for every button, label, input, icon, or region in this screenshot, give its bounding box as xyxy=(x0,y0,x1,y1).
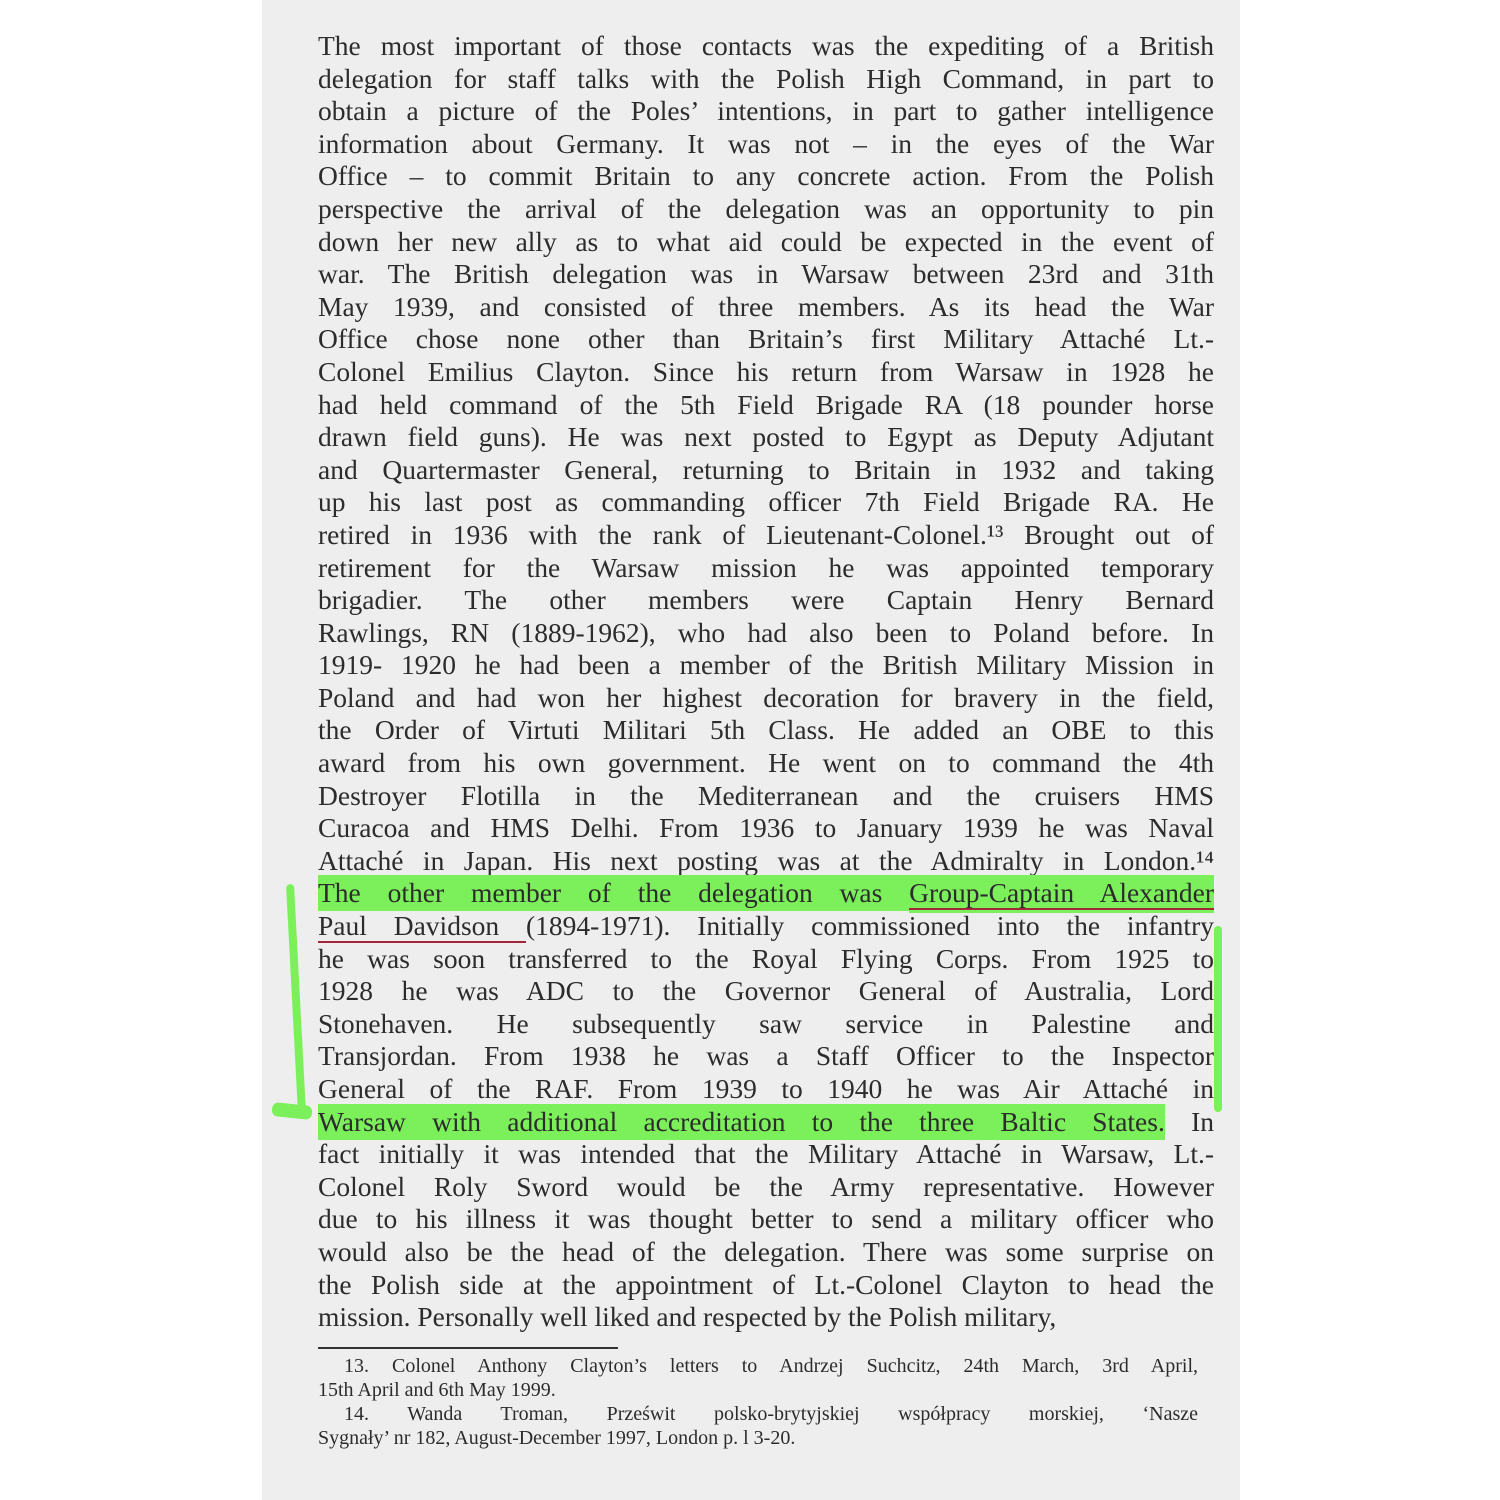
highlighted-line xyxy=(318,1106,1214,1139)
text-segment: In xyxy=(1164,1105,1214,1137)
text-line: had held command of the 5th Field Brigade RA (18 pounder horse xyxy=(318,388,1214,420)
footnote-divider xyxy=(318,1347,618,1349)
text-line: 1928 he was ADC to the Governor General of Australia, Lord xyxy=(318,975,1214,1007)
text-line: Office chose none other than Britain’s first Military Attaché Lt.- xyxy=(318,323,1214,355)
footnote-14 xyxy=(318,1402,1198,1450)
text-line: obtain a picture of the Poles’ intentions, in part to gather intelligence xyxy=(318,95,1214,127)
highlighted-line xyxy=(318,877,1214,910)
text-line: 1919- 1920 he had been a member of the British Military Mission in xyxy=(318,649,1214,681)
footnotes xyxy=(318,1354,1198,1450)
footnote-line: 14. Wanda Troman, Prześwit polsko-brytyjskiej współpracy morskiej, ‘Nasze xyxy=(344,1403,1198,1425)
highlighter-bracket-right xyxy=(1214,926,1222,1112)
text-line: Rawlings, RN (1889-1962), who had also been to Poland before. In xyxy=(318,616,1214,648)
text-line: the Polish side at the appointment of Lt.-Colonel Clayton to head the xyxy=(318,1268,1214,1300)
highlighted-line xyxy=(318,910,1214,943)
text-line: retirement for the Warsaw mission he was appointed temporary xyxy=(318,551,1214,583)
text-line: would also be the head of the delegation. There was some surprise on xyxy=(318,1235,1214,1267)
text-line: award from his own government. He went on to command the 4th xyxy=(318,747,1214,779)
text-line: mission. Personally well liked and respected by the Polish military, xyxy=(318,1301,1057,1333)
text-line: drawn field guns). He was next posted to Egypt as Deputy Adjutant xyxy=(318,421,1214,453)
text-line: and Quartermaster General, returning to Britain in 1932 and taking xyxy=(318,453,1214,485)
text-line: up his last post as commanding officer 7th Field Brigade RA. He xyxy=(318,486,1214,518)
text-line: due to his illness it was thought better to send a military officer who xyxy=(318,1203,1214,1235)
text-line: the Order of Virtuti Militari 5th Class. He added an OBE to this xyxy=(318,714,1214,746)
text-line: he was soon transferred to the Royal Flying Corps. From 1925 to xyxy=(318,942,1214,974)
text-line: Curacoa and HMS Delhi. From 1936 to January 1939 he was Naval xyxy=(318,812,1214,844)
footnote-line: 15th April and 6th May 1999. xyxy=(318,1379,556,1401)
text-line: fact initially it was intended that the Military Attaché in Warsaw, Lt.- xyxy=(318,1138,1214,1170)
text-line: May 1939, and consisted of three members. As its head the War xyxy=(318,290,1214,322)
underlined-name: Paul Davidson xyxy=(318,910,526,942)
text-line: brigadier. The other members were Captain Henry Bernard xyxy=(318,584,1214,616)
footnote-line: Sygnały’ nr 182, August-December 1997, London p. l 3-20. xyxy=(318,1427,796,1449)
text-line: information about Germany. It was not – in the eyes of the War xyxy=(318,127,1214,159)
text-line: Colonel Emilius Clayton. Since his return from Warsaw in 1928 he xyxy=(318,355,1214,387)
highlighted-text: The other member of the delegation was xyxy=(318,877,910,909)
text-line: Office – to commit Britain to any concrete action. From the Polish xyxy=(318,160,1214,192)
text-line: down her new ally as to what aid could be expected in the event of xyxy=(318,225,1214,257)
text-line: Colonel Roly Sword would be the Army representative. However xyxy=(318,1170,1214,1202)
highlighted-text: Warsaw with additional accreditation to the three Baltic States. xyxy=(318,1105,1165,1137)
text-line: General of the RAF. From 1939 to 1940 he was Air Attaché in xyxy=(318,1073,1214,1104)
underlined-name: Group-Captain Alexander xyxy=(909,877,1214,909)
text-line: retired in 1936 with the rank of Lieutenant-Colonel.¹³ Brought out of xyxy=(318,518,1214,550)
footnote-13 xyxy=(318,1354,1198,1402)
text-line: Destroyer Flotilla in the Mediterranean and the cruisers HMS xyxy=(318,779,1214,811)
text-line: The most important of those contacts was the expediting of a British xyxy=(318,30,1214,61)
text-line: delegation for staff talks with the Polish High Command, in part to xyxy=(318,62,1214,94)
text-line: Stonehaven. He subsequently saw service in Palestine and xyxy=(318,1007,1214,1039)
text-line: Poland and had won her highest decoration for bravery in the field, xyxy=(318,681,1214,713)
body-text xyxy=(318,30,1214,1334)
text-line: Attaché in Japan. His next posting was at the Admiralty in London.¹⁴ xyxy=(318,844,1214,876)
text-line: Transjordan. From 1938 he was a Staff Officer to the Inspector xyxy=(318,1040,1214,1072)
text-segment: (1894-1971). Initially commissioned into the infantry xyxy=(526,910,1214,942)
footnote-line: 13. Colonel Anthony Clayton’s letters to Andrzej Suchcitz, 24th March, 3rd April, xyxy=(344,1355,1198,1377)
text-line: war. The British delegation was in Warsaw between 23rd and 31th xyxy=(318,258,1214,290)
text-line: perspective the arrival of the delegation was an opportunity to pin xyxy=(318,192,1214,224)
